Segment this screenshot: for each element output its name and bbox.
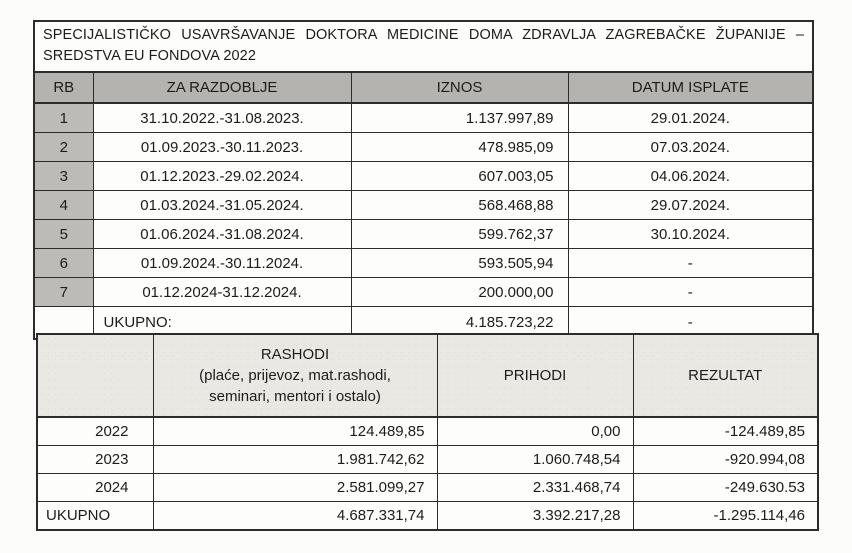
row-number-cell: 7 bbox=[34, 278, 93, 307]
result-cell: -124.489,85 bbox=[633, 417, 818, 446]
payment-date-cell: - bbox=[568, 249, 813, 278]
table-row bbox=[34, 220, 813, 249]
year-cell: 2023 bbox=[37, 446, 153, 474]
finance-summary-table bbox=[36, 333, 819, 531]
income-cell: 0,00 bbox=[437, 417, 633, 446]
total-label: UKUPNO: bbox=[93, 307, 351, 340]
period-cell: 01.09.2023.-30.11.2023. bbox=[93, 133, 351, 162]
payment-date-cell: 29.07.2024. bbox=[568, 191, 813, 220]
column-header-result: REZULTAT bbox=[633, 334, 818, 417]
column-header-expenses bbox=[153, 334, 437, 417]
period-cell: 01.12.2023.-29.02.2024. bbox=[93, 162, 351, 191]
expenses-cell: 2.581.099,27 bbox=[153, 474, 437, 502]
document-title-line2: SREDSTVA EU FONDOVA 2022 bbox=[43, 48, 256, 64]
row-number-cell: 6 bbox=[34, 249, 93, 278]
year-cell: 2022 bbox=[37, 417, 153, 446]
period-cell: 01.09.2024.-30.11.2024. bbox=[93, 249, 351, 278]
row-number-cell: 2 bbox=[34, 133, 93, 162]
period-cell: 31.10.2022.-31.08.2023. bbox=[93, 103, 351, 133]
payment-date-cell: 29.01.2024. bbox=[568, 103, 813, 133]
payment-date-cell: - bbox=[568, 278, 813, 307]
result-cell: -249.630.53 bbox=[633, 474, 818, 502]
payments-table bbox=[33, 20, 814, 340]
document-title-row bbox=[34, 21, 813, 72]
table-row bbox=[34, 249, 813, 278]
total-date-cell: - bbox=[568, 307, 813, 340]
finance-total-row bbox=[37, 502, 818, 531]
payment-date-cell: 07.03.2024. bbox=[568, 133, 813, 162]
payments-header-row bbox=[34, 72, 813, 103]
payment-date-cell: 04.06.2024. bbox=[568, 162, 813, 191]
document-title-line1: SPECIJALISTIČKO USAVRŠAVANJE DOKTORA MEDICINE DOMA ZDRAVLJA ZAGREBAČKE ŽUPANIJE – bbox=[43, 27, 804, 43]
amount-cell: 200.000,00 bbox=[351, 278, 568, 307]
income-cell: 2.331.468,74 bbox=[437, 474, 633, 502]
period-cell: 01.12.2024-31.12.2024. bbox=[93, 278, 351, 307]
table-row bbox=[34, 162, 813, 191]
period-cell: 01.03.2024.-31.05.2024. bbox=[93, 191, 351, 220]
row-number-cell: 1 bbox=[34, 103, 93, 133]
row-number-cell: 5 bbox=[34, 220, 93, 249]
column-header-period: ZA RAZDOBLJE bbox=[93, 72, 351, 103]
column-header-year bbox=[37, 334, 153, 417]
table-row bbox=[34, 278, 813, 307]
table-row bbox=[34, 133, 813, 162]
expenses-cell: 1.981.742,62 bbox=[153, 446, 437, 474]
total-expenses-cell: 4.687.331,74 bbox=[153, 502, 437, 531]
total-amount-cell: 4.185.723,22 bbox=[351, 307, 568, 340]
expenses-header-sub1: (plaće, prijevoz, mat.rashodi, bbox=[199, 367, 391, 384]
total-income-cell: 3.392.217,28 bbox=[437, 502, 633, 531]
expenses-header-title: RASHODI bbox=[260, 346, 330, 363]
document-title bbox=[34, 21, 813, 72]
table-row bbox=[34, 191, 813, 220]
payment-date-cell: 30.10.2024. bbox=[568, 220, 813, 249]
amount-cell: 593.505,94 bbox=[351, 249, 568, 278]
table-row bbox=[37, 474, 818, 502]
amount-cell: 1.137.997,89 bbox=[351, 103, 568, 133]
period-cell: 01.06.2024.-31.08.2024. bbox=[93, 220, 351, 249]
column-header-income: PRIHODI bbox=[437, 334, 633, 417]
table-row bbox=[37, 417, 818, 446]
amount-cell: 607.003,05 bbox=[351, 162, 568, 191]
row-number-cell: 3 bbox=[34, 162, 93, 191]
result-cell: -920.994,08 bbox=[633, 446, 818, 474]
table-row bbox=[37, 446, 818, 474]
table-row bbox=[34, 103, 813, 133]
column-header-amount: IZNOS bbox=[351, 72, 568, 103]
finance-header-row bbox=[37, 334, 818, 417]
column-header-payment-date: DATUM ISPLATE bbox=[568, 72, 813, 103]
amount-cell: 599.762,37 bbox=[351, 220, 568, 249]
column-header-rb: RB bbox=[34, 72, 93, 103]
expenses-cell: 124.489,85 bbox=[153, 417, 437, 446]
total-label: UKUPNO bbox=[37, 502, 153, 531]
amount-cell: 478.985,09 bbox=[351, 133, 568, 162]
income-cell: 1.060.748,54 bbox=[437, 446, 633, 474]
total-result-cell: -1.295.114,46 bbox=[633, 502, 818, 531]
amount-cell: 568.468,88 bbox=[351, 191, 568, 220]
row-number-cell: 4 bbox=[34, 191, 93, 220]
year-cell: 2024 bbox=[37, 474, 153, 502]
expenses-header-sub2: seminari, mentori i ostalo) bbox=[209, 388, 381, 405]
